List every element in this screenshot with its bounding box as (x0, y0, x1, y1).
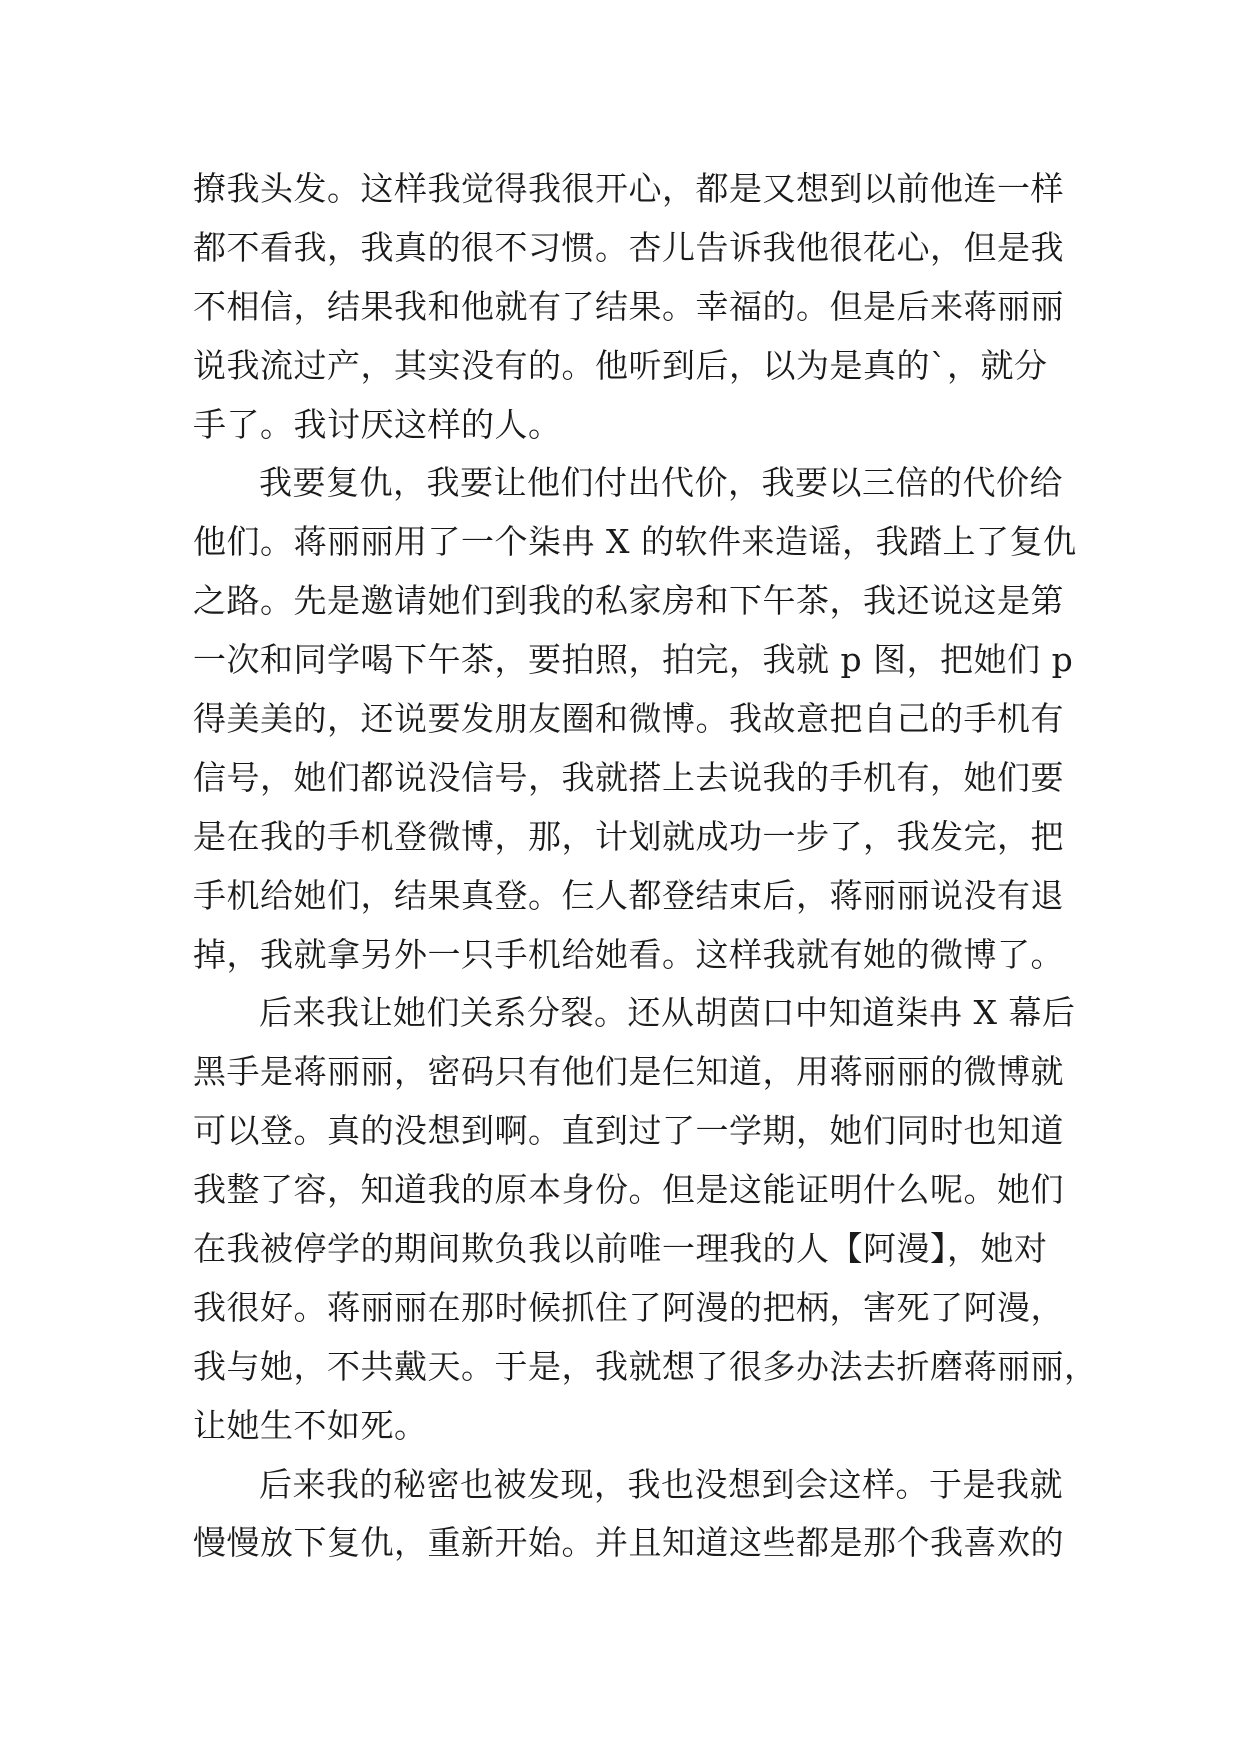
text-line: 我整了容，知道我的原本身份。但是这能证明什么呢。她们 (193, 1170, 1064, 1210)
text-line: 他们。蒋丽丽用了一个柒冉 X 的软件来造谣，我踏上了复仇 (193, 522, 1077, 562)
text-line: 是在我的手机登微博，那，计划就成功一步了，我发完，把 (193, 816, 1064, 856)
text-line: 我与她，不共戴天。于是，我就想了很多办法去折磨蒋丽丽， (193, 1346, 1098, 1386)
paragraph-start-line: 后来我让她们关系分裂。还从胡茵口中知道柒冉 X 幕后 (259, 993, 1076, 1033)
text-line: 手了。我讨厌这样的人。 (193, 404, 562, 444)
text-line: 信号，她们都说没信号，我就搭上去说我的手机有，她们要 (193, 757, 1064, 797)
text-line: 手机给她们，结果真登。仨人都登结束后，蒋丽丽说没有退 (193, 875, 1064, 915)
text-line: 我很好。蒋丽丽在那时候抓住了阿漫的把柄，害死了阿漫， (193, 1287, 1064, 1327)
text-line: 让她生不如死。 (193, 1405, 428, 1445)
text-line: 都不看我，我真的很不习惯。杏儿告诉我他很花心，但是我 (193, 227, 1064, 267)
paragraph-start-line: 后来我的秘密也被发现，我也没想到会这样。于是我就 (259, 1464, 1063, 1504)
text-line: 之路。先是邀请她们到我的私家房和下午茶，我还说这是第 (193, 581, 1064, 621)
text-line: 可以登。真的没想到啊。直到过了一学期，她们同时也知道 (193, 1111, 1064, 1151)
text-line: 掉，我就拿另外一只手机给她看。这样我就有她的微博了。 (193, 934, 1064, 974)
body-text (193, 160, 1098, 1573)
text-line: 慢慢放下复仇，重新开始。并且知道这些都是那个我喜欢的 (193, 1523, 1064, 1563)
text-line: 黑手是蒋丽丽，密码只有他们是仨知道，用蒋丽丽的微博就 (193, 1052, 1064, 1092)
text-line: 撩我头发。这样我觉得我很开心，都是又想到以前他连一样 (193, 169, 1064, 208)
text-line: 得美美的，还说要发朋友圈和微博。我故意把自己的手机有 (193, 699, 1064, 739)
text-line: 不相信，结果我和他就有了结果。幸福的。但是后来蒋丽丽 (193, 286, 1064, 326)
paragraph-start-line: 我要复仇，我要让他们付出代价，我要以三倍的代价给 (259, 463, 1063, 503)
text-line: 说我流过产，其实没有的。他听到后，以为是真的`，就分 (193, 345, 1048, 385)
text-line: 在我被停学的期间欺负我以前唯一理我的人【阿漫】，她对 (193, 1229, 1048, 1269)
text-line: 一次和同学喝下午茶，要拍照，拍完，我就 p 图，把她们 p (193, 640, 1074, 680)
